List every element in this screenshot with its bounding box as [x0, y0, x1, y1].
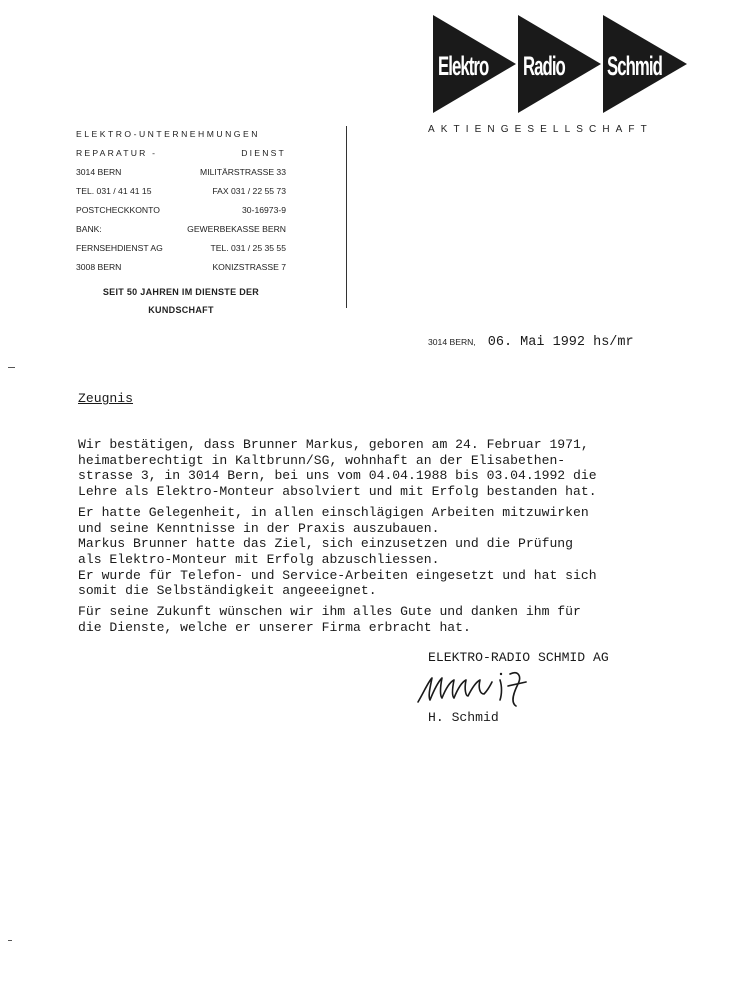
body-paragraph-2: [78, 505, 678, 599]
letterhead-row-left: TEL. 031 / 41 41 15: [76, 186, 152, 196]
letterhead-row-left: BANK:: [76, 224, 102, 234]
letterhead-row-left: REPARATUR -: [76, 148, 158, 158]
text-line: heimatberechtigt in Kaltbrunn/SG, wohnhaft an der Elisabethen-: [78, 452, 566, 468]
text-line: und seine Kenntnisse in der Praxis auszubauen.: [78, 520, 440, 536]
date-place: 3014 BERN,: [428, 337, 476, 347]
logo-word-schmid: Schmid: [607, 51, 662, 81]
letter-subject: Zeugnis: [78, 391, 134, 406]
date-text: 06. Mai 1992 hs/mr: [487, 335, 634, 350]
letterhead-row-right: KONIZSTRASSE 7: [212, 262, 286, 272]
text-line: Er hatte Gelegenheit, in allen einschlägigen Arbeiten mitzuwirken: [78, 505, 589, 520]
letterhead-block: [76, 125, 286, 319]
letterhead-row: [76, 258, 286, 277]
letterhead-row-right: DIENST: [241, 148, 286, 158]
closing-company: ELEKTRO-RADIO SCHMID AG: [428, 650, 609, 665]
letterhead-row-right: MILITÄRSTRASSE 33: [200, 167, 286, 177]
letterhead-row: [76, 201, 286, 220]
body-paragraph-1: [78, 437, 678, 500]
letterhead-row-right: FAX 031 / 22 55 73: [212, 186, 286, 196]
letterhead-row-right: 30-16973-9: [242, 205, 286, 215]
text-line: somit die Selbständigkeit angeeeignet.: [78, 583, 377, 599]
letterhead-motto: [76, 283, 286, 319]
letterhead-row-right: TEL. 031 / 25 35 55: [210, 243, 286, 253]
text-line: Er wurde für Telefon- und Service-Arbeiten eingesetzt und hat sich: [78, 567, 597, 583]
letterhead-row: [76, 163, 286, 182]
logo-word-radio: Radio: [523, 51, 565, 81]
letterhead-divider: [346, 126, 347, 308]
signer-name: H. Schmid: [428, 710, 499, 725]
text-line: Markus Brunner hatte das Ziel, sich einzusetzen und die Prüfung: [78, 536, 574, 552]
text-line: Lehre als Elektro-Monteur absolviert und mit Erfolg bestanden hat.: [78, 484, 597, 500]
motto-line-1: SEIT 50 JAHREN IM DIENSTE DER: [102, 287, 260, 297]
handwritten-signature: [410, 664, 540, 708]
motto-line-2: KUNDSCHAFT: [148, 305, 214, 315]
letterhead-row-left: 3008 BERN: [76, 262, 122, 272]
letterhead-row: [76, 220, 286, 239]
letterhead-row-left: POSTCHECKKONTO: [76, 205, 160, 215]
letterhead-row: [76, 144, 286, 163]
letterhead-row-left: 3014 BERN: [76, 167, 122, 177]
logo-word-elektro: Elektro: [438, 51, 489, 81]
letterhead-row-left: FERNSEHDIENST AG: [76, 243, 163, 253]
body-paragraph-3: [78, 604, 678, 635]
text-line: Für seine Zukunft wünschen wir ihm alles Gute und danken ihm für: [78, 604, 581, 619]
text-line: als Elektro-Monteur mit Erfolg abzuschliessen.: [78, 552, 440, 568]
margin-mark: [8, 940, 12, 941]
letterhead-row-right: GEWERBEKASSE BERN: [187, 224, 286, 234]
letterhead-row: [76, 239, 286, 258]
margin-mark: [8, 367, 15, 368]
text-line: Wir bestätigen, dass Brunner Markus, geboren am 24. Februar 1971,: [78, 437, 589, 452]
date-line: [428, 332, 634, 350]
letterhead-row: [76, 182, 286, 201]
text-line: die Dienste, welche er unserer Firma erbracht hat.: [78, 619, 471, 635]
letterhead-title: ELEKTRO-UNTERNEHMUNGEN: [76, 129, 260, 139]
logo-tagline: AKTIENGESELLSCHAFT: [428, 124, 653, 135]
text-line: strasse 3, in 3014 Bern, bei uns vom 04.04.1988 bis 03.04.1992 die: [78, 468, 597, 484]
company-logo: [430, 12, 692, 116]
